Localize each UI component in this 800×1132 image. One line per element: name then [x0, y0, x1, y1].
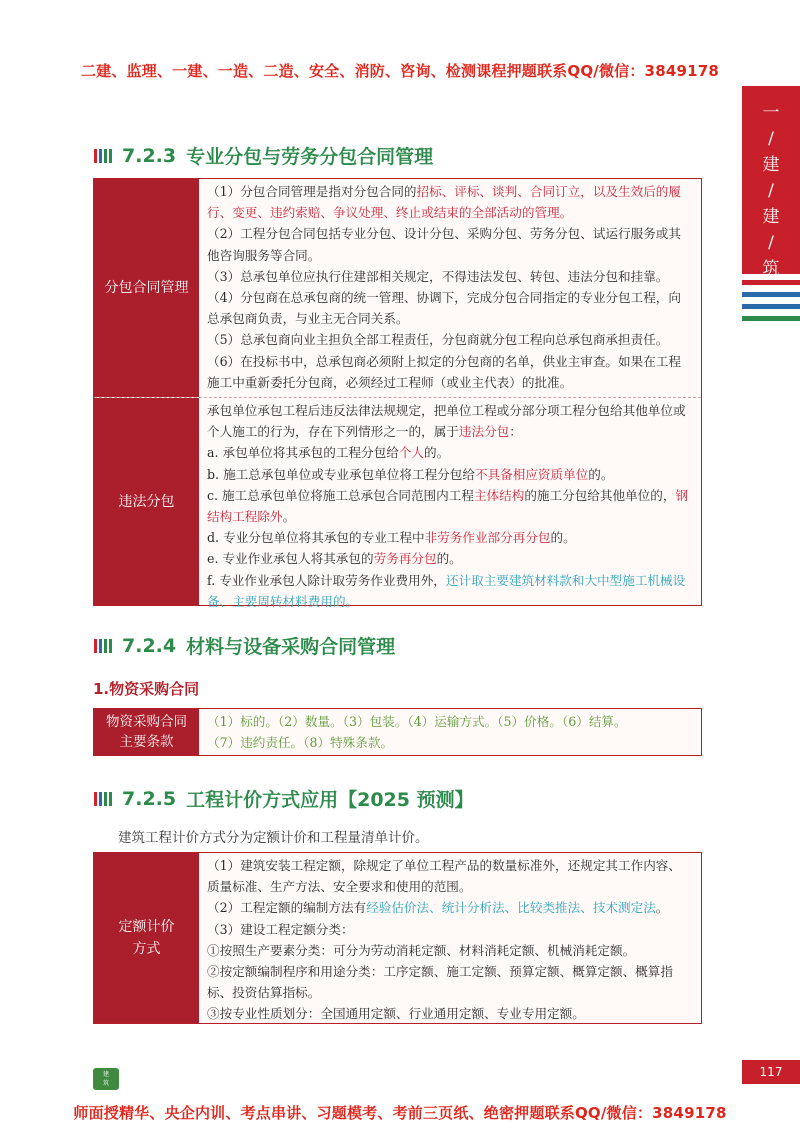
paragraph: ①按照生产要素分类：可分为劳动消耗定额、材料消耗定额、机械消耗定额。 — [207, 942, 636, 958]
clause-line: （7）违约责任。（8）特殊条款。 — [207, 735, 394, 751]
side-stripe-blue — [742, 292, 800, 297]
side-tab-char: 筑 — [762, 259, 780, 279]
clause-line: （1）标的。（2）数量。（3）包装。（4）运输方式。（5）价格。（6）结算。 — [207, 714, 627, 729]
row-content — [199, 709, 701, 755]
paragraph: 承包单位承包工程后违反法律法规规定，把单位工程或分部分项工程分包给其他单位或个人施工的行为，存在下列情形之一的，属于违法分包： — [207, 403, 686, 440]
row-label: 违法分包 — [94, 398, 199, 605]
paragraph: （6）在投标书中，总承包商必须附上拟定的分包商的名单，供业主审查。如果在工程施工中重新委托分包商，必须经过工程师（或业主代表）的批准。 — [207, 353, 681, 390]
section-bars-icon — [94, 639, 112, 653]
section-heading — [94, 785, 474, 812]
section-number: 7.2.3 — [122, 144, 177, 167]
paragraph: ③按专业性质划分：全国通用定额、行业通用定额、专业专用定额。 — [207, 1006, 585, 1022]
subcontract-table — [93, 178, 702, 609]
paragraph: （2）工程定额的编制方法有经验估价法、统计分析法、比较类推法、技术测定法。 — [207, 900, 669, 916]
procurement-table — [93, 708, 702, 756]
list-item: d. 专业分包单位将其承包的专业工程中非劳务作业部分再分包的。 — [207, 530, 576, 546]
paragraph: （1）分包合同管理是指对分包合同的招标、评标、谈判、合同订立，以及生效后的履行、变更、违约索赔、争议处理、终止或结束的全部活动的管理。 — [207, 184, 681, 221]
section-title: 专业分包与劳务分包合同管理 — [186, 146, 434, 168]
section-heading — [94, 142, 433, 169]
paragraph: （5）总承包商向业主担负全部工程责任，分包商就分包工程向总承包商承担责任。 — [207, 332, 669, 348]
section-title: 材料与设备采购合同管理 — [186, 636, 396, 658]
intro-text: 建筑工程计价方式分为定额计价和工程量清单计价。 — [118, 830, 429, 846]
section-bars-icon — [94, 792, 112, 806]
row-label: 定额计价方式 — [94, 853, 199, 1023]
list-item: b. 施工总承包单位或专业承包单位将工程分包给不具备相应资质单位的。 — [207, 466, 614, 482]
row-content — [199, 398, 701, 609]
section-heading — [94, 632, 395, 659]
paragraph: （1）建筑安装工程定额，除规定了单位工程产品的数量标准外，还规定其工作内容、质量标准、生产方法、安全要求和使用的范围。 — [207, 858, 681, 895]
section-bars-icon — [94, 149, 112, 163]
chapter-side-tab — [742, 86, 800, 279]
top-banner: 二建、监理、一建、一造、二造、安全、消防、咨询、检测课程押题联系QQ/微信：3849178 — [80, 62, 720, 80]
side-tab-slash: / — [768, 233, 774, 253]
row-content — [199, 853, 701, 1023]
section-title: 工程计价方式应用【2025 预测】 — [186, 789, 474, 811]
side-tab-char: 一 — [762, 103, 780, 123]
list-item: f. 专业作业承包人除计取劳务作业费用外，还计取主要建筑材料款和大中型施工机械设备、主要周转材料费用的。 — [207, 572, 686, 609]
pricing-table — [93, 852, 702, 1024]
side-stripe-blue — [742, 304, 800, 309]
list-item: e. 专业作业承包人将其承包的劳务再分包的。 — [207, 551, 462, 567]
paragraph: ②按定额编制程序和用途分类：工序定额、施工定额、预算定额、概算定额、概算指标、投资估算指标。 — [207, 964, 673, 1001]
side-stripe-green — [742, 316, 800, 321]
bottom-banner: 师面授精华、央企内训、考点串讲、习题模考、考前三页纸、绝密押题联系QQ/微信：3849178 — [73, 1104, 727, 1122]
list-item: c. 施工总承包单位将施工总承包合同范围内工程主体结构的施工分包给其他单位的，钢结构工程除外。 — [207, 487, 689, 525]
row-label: 物资采购合同主要条款 — [94, 709, 199, 755]
side-tab-char: 建 — [762, 207, 780, 227]
side-tab-char: 建 — [762, 155, 780, 175]
row-content — [199, 179, 701, 397]
paragraph: （3）建设工程定额分类： — [207, 921, 354, 937]
paragraph: （2）工程分包合同包括专业分包、设计分包、采购分包、劳务分包、试运行服务或其他咨询服务等合同。 — [207, 226, 681, 263]
paragraph: （3）总承包单位应执行住建部相关规定，不得违法发包、转包、违法分包和挂靠。 — [207, 268, 669, 284]
section-number: 7.2.4 — [122, 634, 177, 657]
side-tab-slash: / — [768, 181, 774, 201]
side-tab-slash: / — [768, 129, 774, 149]
row-label: 分包合同管理 — [94, 179, 199, 397]
list-item: a. 承包单位将其承包的工程分包给个人的。 — [207, 445, 450, 461]
side-stripe-red — [742, 280, 800, 285]
paragraph: （4）分包商在总承包商的统一管理、协调下，完成分包合同指定的专业分包工程，向总承包商负责，与业主无合同关系。 — [207, 290, 681, 327]
publisher-logo-icon: 建 筑 — [93, 1068, 119, 1090]
section-number: 7.2.5 — [122, 787, 177, 810]
page-number: 117 — [742, 1060, 800, 1084]
subheading: 1.物资采购合同 — [93, 680, 200, 698]
